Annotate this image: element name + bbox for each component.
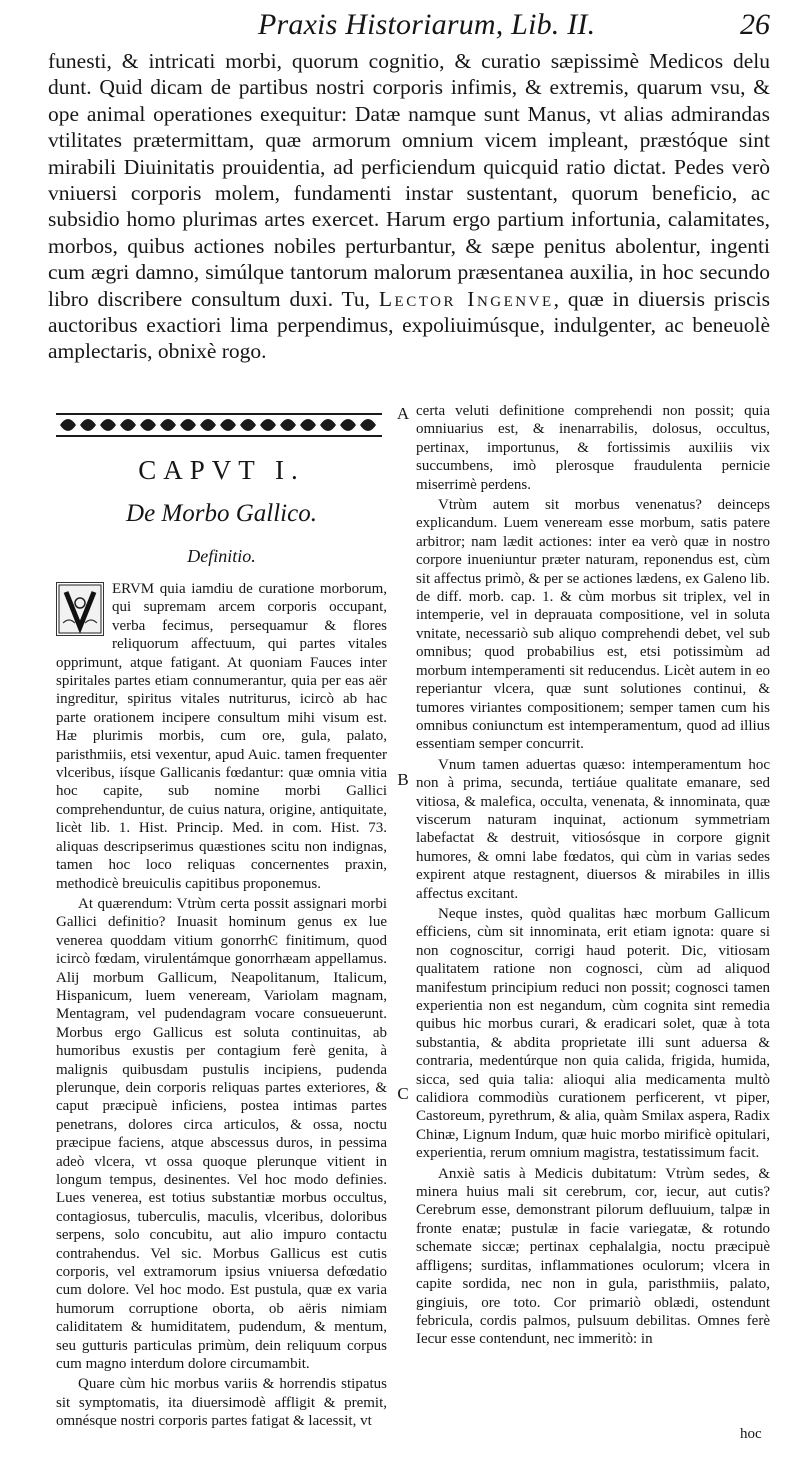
intro-paragraph [48,48,770,365]
left-paragraph-1: ERVM quia iamdiu de curatione morborum, qui supremam arcem corporis occupant, verba fecimus, persequamur & flores reliquorum affectuum, qui partes vitales opprimunt, atque fatigant. At quoniam Fauces inter spiritales partes etiam connumerantur, quia per eas aër ingreditur, spiritus vitales nutriturus, icircò ab hac parte orationem incipere consultum mihi visum est. Hæ plurimis morbis, cum ore, gula, palato, paristhmiis, etsi vexentur, apud Auic. tamen frequenter vlceribus, iísque Gallicanis fœdantur: quæ omnia vitia hoc capite, sub nomine morbi Gallici comprehenduntur, de cuius natura, origine, antiquitate, licèt lib. 1. Hist. Princip. Med. in com. Hist. 73. aliquas descripserimus quæstiones scitu non indignas, tamen hoc loco reliquas concernentes praxin, methodicè breuiculis capitibus proponemus. [56,581,387,892]
right-paragraph-5: Anxiè satis à Medicis dubitatum: Vtrùm sedes, & minera huius mali sit cerebrum, cor, iecur, aut cutis? Cerebrum esse, demonstrant pilorum defluuium, talpæ in fronte enatæ; pustulæ in facie variegatæ, & rotundo schemate siccæ; pertinax cephalalgia, noctu præcipuè affligens; surditas, inflammationes oculorum; vlcera in capite sordida, nec non in gula, paristhmiis, palato, gingiuis, ore toto. Cor primariò oblædi, ostendunt febricula, cordis palmos, pulsuum debilitas. Omnes ferè Iecur esse contendunt, nec immeritò: in [416,1165,770,1348]
intro-text-1: funesti, & intricati morbi, quorum cognitio, & curatio sæpissimè Medicos delu dunt. Quid dicam de partibus nostri corporis infimis, & extremis, quarum vsu, & ope animal operationes exequitur: Datæ namque sunt Manus, vt alias admirandas vtilitates prætermittam, quæ armorum omnium vicem impleant, præstóque sint mirabili Diuinitatis prouidentia, ad perficiendum quicquid ratio dictat. Pedes verò vniuersi corporis molem, fundamenti instar sustentant, quorum beneficio, ac subsidio homo plurimas artes exercet. Harum ergo partium infortunia, calamitates, morbos, quibus actiones nobiles perturbantur, & sæpe penitus abolentur, ingenti cum ægri damno, simúlque tantorum malorum præsentanea auxilia, in hoc secundo libro discribere consultum duxi. Tu, [48,49,770,311]
right-paragraph-2: Vtrùm autem sit morbus venenatus? deinceps explicandum. Luem veneream esse morbum, satis patere arbitror; nam lædit actiones: inter ea verò quæ in nostro corpore inueniuntur præter naturam, reponendus est, cùm sit affectus primò, & per se actiones lædens, ex Galeno lib. de diff. morb. cap. 1. & cùm morbus sit triplex, vel in intemperie, vel in deprauata compositione, vel in soluta vnitate, necessariò sub aliquo comprehendi debet, vel sub omnibus; quod probabilius est, etsi potissimùm ad morbum intemperamenti sit reducendus. Licèt autem in eo reperiantur vlcera, quæ sunt solutiones continui, & tumores viriantes compositionem; semper tamen cum his omnibus coniunctum est intemperamentum, quod ad illius essentiam semper concurrit. [416,497,770,753]
section-heading: Definitio. [187,546,256,566]
reader-address: Lector Ingenve [378,286,554,311]
marginal-letter-c: C [397,1084,409,1103]
intro-text-2: , quæ in diuersis priscis auctoribus exactiori lima perpendimus, expoliuimúsque, indulgenter, ac beneuolè amplectaris, obnixè rogo. [48,286,770,364]
left-paragraph-2: At quærendum: Vtrùm certa possit assignari morbi Gallici definitio? Inuasit hominum genus ex lue venerea quoddam vitium gonorrhϾ finitimum, quod icircò fœdam, virulentámque gonorrhæam appellamus. Alij morbum Gallicum, Neapolitanum, Italicum, Hispanicum, luem veneream, Variolam magnam, Mentagram, vel pudendagram vocare consueuerunt. Morbus ergo Gallicus est soluta continuitas, ab humoribus exustis per contagium ferè genita, à malignis quibusdam pustulis incipiens, pudenda plerunque, dein corporis reliquas partes exteriores, & caput præcipuè inficiens, postea intimas partes penetrans, dolores circa articulos, & ossa, noctu præcipue faciens, atque abscessus duros, in pessima adeò vlcera, vt ossa quoque plerunque vitient in longum tempus, desinentes. Vel hoc modo definies. Lues venerea, est totius substantiæ morbus occultus, contagiosus, tuberculis, maculis, vlceribus, doloribus serpens, solo concubitu, aut alio impuro contactu contrahendus. Vel sic. Morbus Gallicus est cutis corporis, vel extramorum ipsius vniuersa defœdatio cum dolore. Vel hoc modo. Est pustula, quæ ex varia humorum corruptione oborta, ob aëris nimiam caliditatem & humiditatem, pudendum, & mentum, seu gutturis particulas primùm, dein reliquum corpus cum magno interdum dolore circumambit. [56,895,387,1373]
catchword: hoc [740,1426,762,1442]
running-head [0,8,800,46]
right-paragraph-3: Vnum tamen aduertas quæso: intemperamentum hoc non à prima, secunda, tertiáue qualitate emanare, sed vitiosa, & malefica, occulta, venenata, & innominata, quæ viscerum naturam inquinat, actionum symmetriam labefactat & destruit, vitiosósque in corpore gignit humores, & omni labe fœdatos, qui cùm in varias sedes expirent atque restagnent, diuersos & mirabiles in illis affectus excitant. [416,756,770,902]
left-column [56,446,387,1433]
marginal-letter-b: B [397,770,409,789]
left-paragraph-3: Quare cùm hic morbus variis & horrendis stipatus sit symptomatis, ita diuersimodè affligit & premit, omnésque nostri corporis partes fatigat & lacessit, vt [56,1376,387,1430]
running-title: Praxis Historiarum, Lib. II. [258,8,596,41]
marginal-letter-a: A [396,404,410,423]
page-number: 26 [740,8,770,41]
right-paragraph-1: certa veluti definitione comprehendi non possit; quia omniuarius est, & inenarrabilis, dolosus, occultus, pertinax, importunus, & fortissimis auxiliis vix succumbens, imò plerosque fraudulenta pernicie miserrimè perdens. [416,403,770,493]
right-column [416,402,770,1351]
chapter-title: De Morbo Gallico. [126,500,317,527]
fleuron-band-icon [56,411,382,439]
right-paragraph-4: Neque instes, quòd qualitas hæc morbum Gallicum efficiens, cùm sit innominata, erit etiam ignota: quare si non cognoscitur, corrigi haud poterit. Dic, vitiosam qualitatem ratione non cognosci, cùm ad aliquod manifestum principium reduci non possit; cognosci tamen experientia non est negandum, cùm cognita sint remedia quibus hic morbus curari, & eradicari solet, quæ à tota substantia, & abdita proprietate illi sunt aduersa & contraria, medentúrque non quia calida, frigida, humida, sicca, sed quia talia: alioqui alia medicamenta multò calidiora commodiùs curationem perficerent, vt piper, Castoreum, pyrethrum, & alia, quàm Smilax aspera, Radix Chinæ, Lignum Indum, quæ huic morbo mirificè opitulari, experientia, rerum omnium magistra, testatissimum facit. [416,905,770,1162]
chapter-number: CAPVT I. [138,455,305,485]
drop-cap-V-icon [56,582,104,636]
